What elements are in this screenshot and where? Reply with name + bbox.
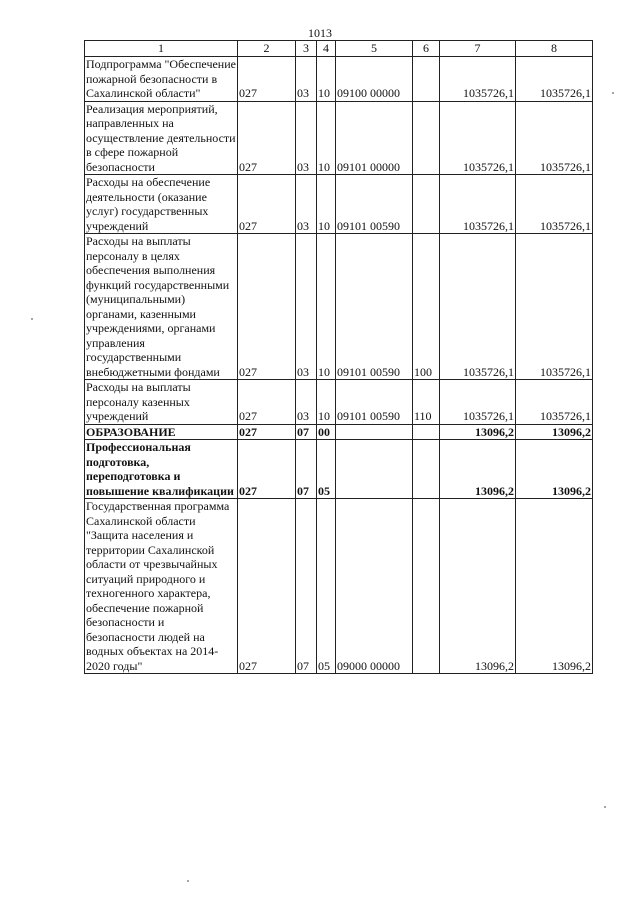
row-name-cell: Расходы на обеспечение деятельности (оказание услуг) государственных учреждений xyxy=(85,175,238,234)
scan-speck xyxy=(187,880,189,882)
table-cell xyxy=(413,424,440,440)
scan-speck xyxy=(31,318,33,320)
row-name-cell: Подпрограмма "Обеспечение пожарной безопасности в Сахалинской области" xyxy=(86,57,236,100)
table-cell: 1035726,1 xyxy=(516,57,593,102)
table-cell: 09000 00000 xyxy=(336,499,413,674)
table-cell: 100 xyxy=(413,234,440,380)
table-header-row xyxy=(85,41,593,57)
table-cell: 027 xyxy=(238,424,296,440)
table-cell: 027 xyxy=(238,101,296,175)
row-name-cell: Государственная программа Сахалинской области "Защита населения и территории Сахалинской области от чрезвычайных ситуаций природного и техногенного характера, обеспечение пожарной безопасности и безопасности людей на водных объектах на 2014-2020 годы" xyxy=(85,499,238,674)
row-name-cell: Расходы на выплаты персоналу в целях обеспечения выполнения функций государственными (муниципальными) органами, казенными учреждениями, органами управления государственными внебюджетными фондами xyxy=(85,234,238,380)
table-cell: 027 xyxy=(238,499,296,674)
table-cell: 03 xyxy=(296,234,317,380)
table-cell: 03 xyxy=(296,101,317,175)
table-cell: 10 xyxy=(317,175,336,234)
table-cell: 00 xyxy=(317,424,336,440)
table-cell: 09101 00590 xyxy=(336,234,413,380)
table-cell xyxy=(413,175,440,234)
table-cell: 027 xyxy=(238,380,296,425)
scan-speck xyxy=(604,806,606,808)
table-cell xyxy=(336,440,413,499)
table-cell: 027 xyxy=(238,57,296,102)
row-name-cell: Реализация мероприятий, направленных на осуществление деятельности в сфере пожарной безопасности xyxy=(86,101,236,174)
table-row xyxy=(85,101,593,175)
column-header: 1 xyxy=(85,41,238,57)
table-cell: 07 xyxy=(296,440,317,499)
table-cell: 07 xyxy=(296,499,317,674)
table-cell: 110 xyxy=(413,380,440,425)
column-header: 8 xyxy=(516,41,593,57)
table-cell: 13096,2 xyxy=(440,499,516,674)
column-header: 5 xyxy=(336,41,413,57)
table-cell: 13096,2 xyxy=(516,440,593,499)
table-cell xyxy=(413,499,440,674)
table-cell: 027 xyxy=(238,234,296,380)
budget-table xyxy=(84,40,593,674)
column-header: 2 xyxy=(238,41,296,57)
table-cell: 05 xyxy=(317,499,336,674)
table-cell: 07 xyxy=(296,424,317,440)
table-cell xyxy=(336,424,413,440)
table-cell: 1035726,1 xyxy=(516,380,593,425)
table-cell: 13096,2 xyxy=(440,424,516,440)
table-cell: 05 xyxy=(317,440,336,499)
table-cell: 13096,2 xyxy=(516,499,593,674)
table-cell: 1035726,1 xyxy=(516,234,593,380)
table-cell: 1035726,1 xyxy=(440,380,516,425)
table-cell: 09100 00000 xyxy=(336,57,413,102)
table-cell: 09101 00590 xyxy=(336,380,413,425)
table-row xyxy=(85,57,593,102)
column-header: 3 xyxy=(296,41,317,57)
table-cell xyxy=(413,440,440,499)
table-cell: 10 xyxy=(317,380,336,425)
table-cell: 1035726,1 xyxy=(440,101,516,175)
table-cell: 03 xyxy=(296,175,317,234)
table-cell xyxy=(413,101,440,175)
table-row xyxy=(85,175,593,234)
table-cell: 1035726,1 xyxy=(516,101,593,175)
table-cell: 10 xyxy=(317,57,336,102)
table-cell: 03 xyxy=(296,380,317,425)
row-name-cell: Расходы на выплаты персоналу казенных учреждений xyxy=(85,380,238,425)
table-cell: 10 xyxy=(317,101,336,175)
table-row xyxy=(85,499,593,674)
column-header: 6 xyxy=(413,41,440,57)
scan-speck xyxy=(612,92,614,94)
table-row xyxy=(85,234,593,380)
table-row xyxy=(85,380,593,425)
table-cell: 1035726,1 xyxy=(516,175,593,234)
table-cell xyxy=(413,57,440,102)
table-cell: 09101 00000 xyxy=(336,101,413,175)
table-cell: 1035726,1 xyxy=(440,234,516,380)
table-cell: 1035726,1 xyxy=(440,57,516,102)
table-cell: 027 xyxy=(238,440,296,499)
table-cell: 13096,2 xyxy=(516,424,593,440)
column-header: 4 xyxy=(317,41,336,57)
row-name-cell: ОБРАЗОВАНИЕ xyxy=(85,424,238,440)
row-name-cell: Профессиональная подготовка, переподготовка и повышение квалификации xyxy=(85,440,238,499)
table-row xyxy=(85,440,593,499)
table-cell: 03 xyxy=(296,57,317,102)
table-row xyxy=(85,424,593,440)
table-cell: 1035726,1 xyxy=(440,175,516,234)
table-cell: 13096,2 xyxy=(440,440,516,499)
table-cell: 027 xyxy=(238,175,296,234)
column-header: 7 xyxy=(440,41,516,57)
table-cell: 09101 00590 xyxy=(336,175,413,234)
table-cell: 10 xyxy=(317,234,336,380)
page-number: 1013 xyxy=(308,26,332,40)
